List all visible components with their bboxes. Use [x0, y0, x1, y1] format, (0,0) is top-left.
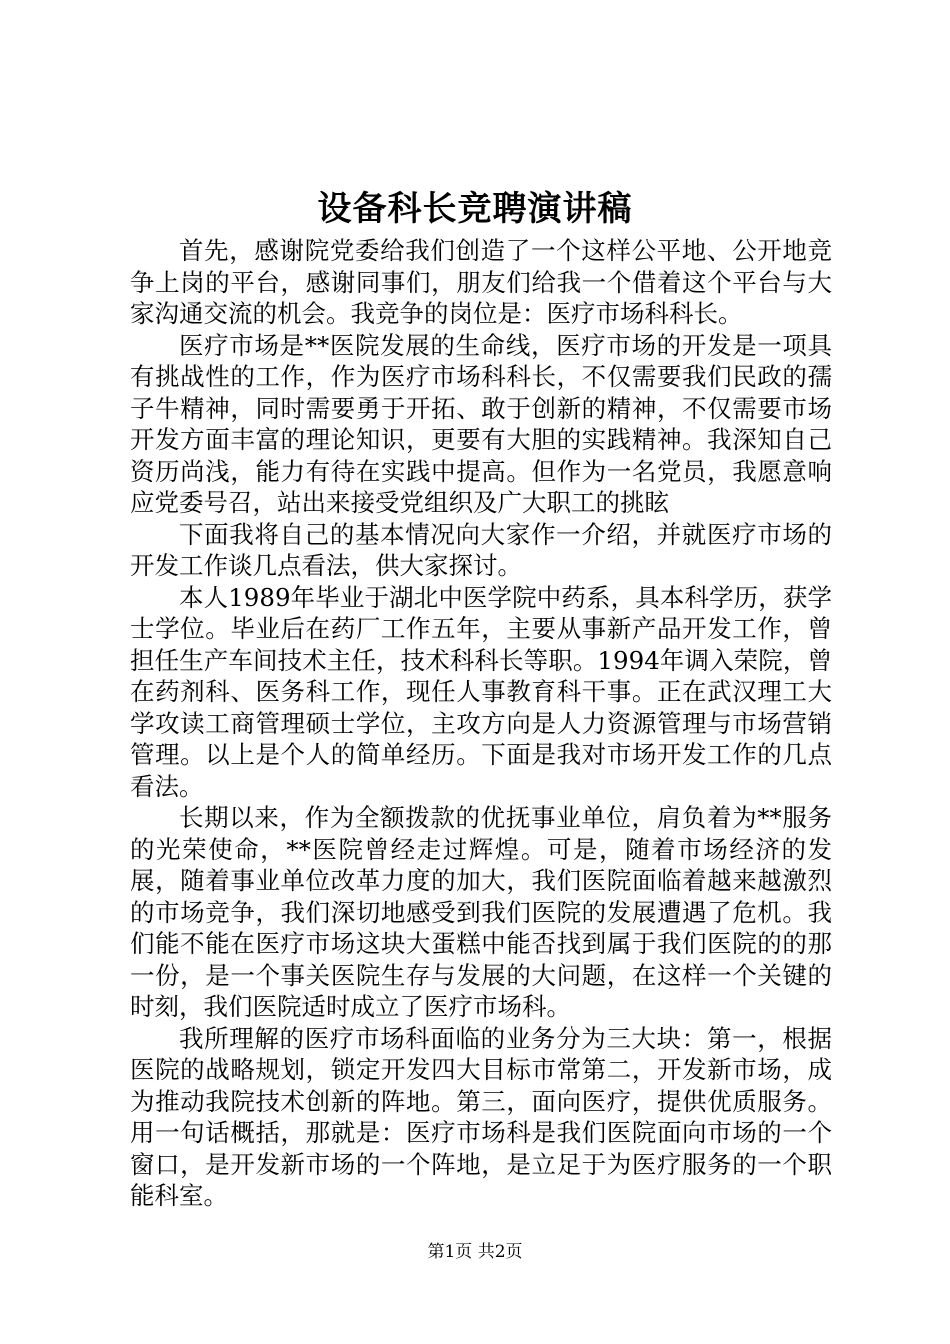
paragraph-4: 本人1989年毕业于湖北中医学院中药系，具本科学历，获学士学位。毕业后在药厂工作五年，主要从事新产品开发工作，曾担任生产车间技术主任，技术科科长等职。1994年调入荣院，曾在药剂科、医务科工作，现任人事教育科干事。正在武汉理工大学攻读工商管理硕士学位，主攻方向是人力资源管理与市场营销管理。以上是个人的简单经历。下面是我对市场开发工作的几点看法。: [130, 582, 832, 801]
paragraph-5: 长期以来，作为全额拨款的优抚事业单位，肩负着为**服务的光荣使命，**医院曾经走过辉煌。可是，随着市场经济的发展，随着事业单位改革力度的加大，我们医院面临着越来越激烈的市场竞争，我们深切地感受到我们医院的发展遭遇了危机。我们能不能在医疗市场这块大蛋糕中能否找到属于我们医院的的那一份，是一个事关医院生存与发展的大问题，在这样一个关键的时刻，我们医院适时成立了医疗市场科。: [130, 803, 832, 1021]
paragraph-1: 首先，感谢院党委给我们创造了一个这样公平地、公开地竞争上岗的平台，感谢同事们，朋友们给我一个借着这个平台与大家沟通交流的机会。我竞争的岗位是：医疗市场科科长。: [130, 236, 832, 328]
paragraph-6: 我所理解的医疗市场科面临的业务分为三大块：第一，根据医院的战略规划，锁定开发四大目标市常第二，开发新市场，成为推动我院技术创新的阵地。第三，面向医疗，提供优质服务。用一句话概括，那就是：医疗市场科是我们医院面向市场的一个窗口，是开发新市场的一个阵地，是立足于为医疗服务的一个职能科室。: [130, 1023, 832, 1210]
document-title: 设备科长竞聘演讲稿: [317, 189, 633, 229]
paragraph-2: 医疗市场是**医院发展的生命线，医疗市场的开发是一项具有挑战性的工作，作为医疗市场科科长，不仅需要我们民政的孺子牛精神，同时需要勇于开拓、敢于创新的精神，不仅需要市场开发方面丰富的理论知识，更要有大胆的实践精神。我深知自己资历尚浅，能力有待在实践中提高。但作为一名党员，我愿意响应党委号召，站出来接受党组织及广大职工的挑眩: [130, 330, 832, 517]
paragraph-3: 下面我将自己的基本情况向大家作一介绍，并就医疗市场的开发工作谈几点看法，供大家探讨。: [130, 519, 832, 580]
page-number-footer: 第1页 共2页: [427, 1242, 523, 1262]
document-body: [130, 235, 832, 1212]
